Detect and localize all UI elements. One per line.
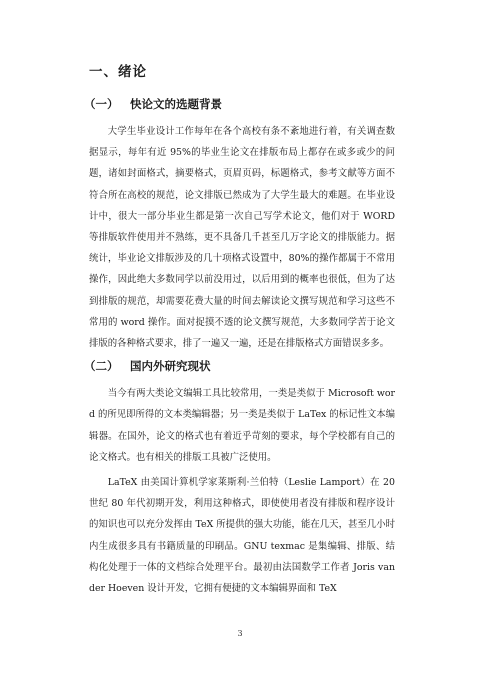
subsection-number: （二） — [84, 359, 119, 374]
subsection-heading-text: 快论文的选题背景 — [130, 97, 222, 111]
page-content — [84, 62, 395, 603]
subsection-heading-text: 国内外研究现状 — [130, 359, 211, 374]
paragraph-editing-tools: 当今有两大类论文编辑工具比较常用，一类是类似于 Microsoft word 的所见即所得的文本类编辑器；另一类是类似于 LaTex 的标记性文本编辑器。在国外，论文的格式也有着近乎苛刻的要求，每个学校都有自己的论文格式。也有相关的排版工具被广泛使用。 — [89, 388, 395, 463]
section-title: 一、绪论 — [89, 64, 147, 80]
paragraph-background: 大学生毕业设计工作每年在各个高校有条不紊地进行着，有关调查数据显示，每年有近 95%的毕业生论文在排版布局上都存在或多或少的问题，诸如封面格式，摘要格式，页眉页码，标题格式，参考文献等方面不符合所在高校的规范，论文排版已然成为了大学生最大的难题。在毕业设计中，很大一部分毕业生都是第一次自己写学术论文，他们对于 WORD 等排版软件使用并不熟练，更不具备几千甚至几万字论文的排版能力。据统计，毕业论文排版涉及的几十项格式设置中，80%的操作都属于不常用操作，因此绝大多数同学以前没用过，以后用到的概率也很低，但为了达到排版的规范，却需要花费大量的时间去解读论文撰写规范和学习这些不常用的 word 操作。面对捉摸不透的论文撰写规范，大多数同学苦于论文排版的各种格式要求，排了一遍又一遍，还是在排版格式方面错误多多。 — [89, 126, 395, 350]
subsection-number: （一） — [84, 97, 119, 111]
subsection-title-background — [84, 96, 395, 113]
page-number: 3 — [237, 629, 243, 638]
paragraph-latex: LaTeX 由美国计算机学家莱斯利·兰伯特（Leslie Lamport）在 20 世纪 80 年代初期开发，利用这种格式，即使使用者没有排版和程序设计的知识也可以充分发挥由 TeX 所提供的强大功能，能在几天，甚至几小时内生成很多具有书籍质量的印刷品。GNU texmac 是集编辑、排版、结构化处理于一体的文档综合处理平台。最初由法国数学工作者 Joris van der Hoeven 设计开发，它拥有便捷的文本编辑界面和 TeX — [89, 477, 395, 595]
subsection-title-research-status — [84, 358, 395, 375]
